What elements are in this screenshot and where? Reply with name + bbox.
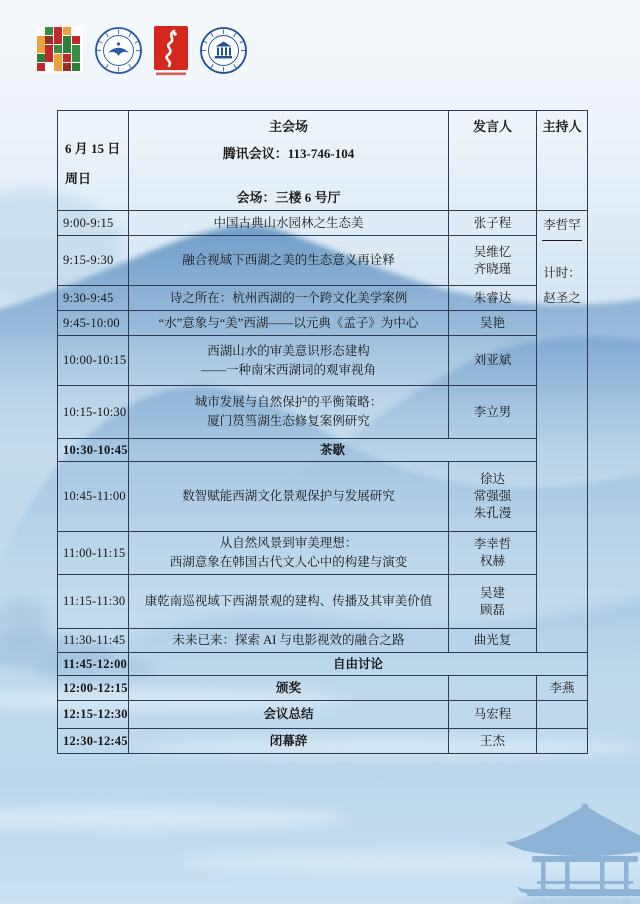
speaker-cell <box>449 629 537 653</box>
session-time: 11:45-12:00 <box>58 653 129 676</box>
speaker-cell <box>449 336 537 386</box>
session-title-cell <box>129 336 449 386</box>
timer-label: 计时： <box>543 266 581 280</box>
session-title-cell <box>129 236 449 286</box>
schedule-row <box>58 211 588 236</box>
session-title: 康乾南巡视域下西湖景观的建构、传播及其审美价值 <box>144 594 433 608</box>
session-title: 数智赋能西湖文化景观保护与发展研究 <box>182 489 395 503</box>
session-title: “水”意象与“美”西湖——以元典《孟子》为中心 <box>158 315 419 330</box>
university-seal-right <box>199 26 248 75</box>
divider-line <box>542 240 582 241</box>
schedule-row <box>58 386 588 439</box>
speaker-cell <box>449 286 537 311</box>
session-title-cell <box>129 211 449 236</box>
session-title-cell <box>129 462 449 532</box>
session-time: 10:30-10:45 <box>58 439 129 462</box>
schedule-row <box>58 236 588 286</box>
session-title: 未来已来：探索 AI 与电影视效的融合之路 <box>172 633 405 647</box>
schedule-row <box>58 532 588 575</box>
session-title: 颁奖 <box>275 680 301 695</box>
schedule-row <box>58 286 588 311</box>
session-title-cell <box>129 729 449 754</box>
session-time: 11:00-11:15 <box>58 532 129 575</box>
meeting-id: 腾讯会议：113-746-104 <box>222 145 355 161</box>
schedule-row <box>58 729 588 754</box>
speaker-column-header: 发言人 <box>449 111 537 211</box>
schedule-row <box>58 575 588 629</box>
session-title-cell <box>129 286 449 311</box>
session-time: 12:00-12:15 <box>58 676 129 701</box>
speaker-cell <box>449 676 537 701</box>
timer-name: 赵圣之 <box>543 291 581 305</box>
speaker-name: 王杰 <box>479 733 505 748</box>
speaker-cell <box>449 236 537 286</box>
session-title-cell <box>129 629 449 653</box>
speaker-name: 刘亚斌 <box>473 353 512 367</box>
speaker-cell <box>449 532 537 575</box>
session-time: 9:30-9:45 <box>58 286 129 311</box>
venue-title: 主会场 <box>268 119 308 134</box>
session-time: 9:15-9:30 <box>58 236 129 286</box>
speaker-cell <box>449 462 537 532</box>
speaker-name: 朱孔漫 <box>473 506 512 520</box>
host-cell <box>537 676 588 701</box>
host-name: 李燕 <box>549 680 575 695</box>
session-title: 诗之所在：杭州西湖的一个跨文化美学案例 <box>169 290 408 305</box>
session-title: 融合视域下西湖之美的生态意义再诠释 <box>182 253 395 267</box>
speaker-name: 齐晓瑾 <box>473 261 512 276</box>
speaker-name: 顾磊 <box>479 602 505 617</box>
venue-room: 会场：三楼 6 号厅 <box>236 190 341 206</box>
session-title: 自由讨论 <box>332 656 383 671</box>
session-time: 9:45-10:00 <box>58 311 129 336</box>
date-cell <box>58 111 129 211</box>
speaker-name: 李幸哲 <box>473 537 512 551</box>
session-title-cell <box>129 532 449 575</box>
speaker-name: 马宏程 <box>473 707 512 721</box>
session-title: 中国古典山水园林之生态美 <box>213 215 364 230</box>
speaker-name: 徐达 <box>479 472 505 486</box>
session-title: 茶歇 <box>319 442 345 457</box>
session-title: 会议总结 <box>263 707 314 721</box>
session-title: 闭幕辞 <box>269 733 308 748</box>
venue-cell <box>129 111 449 211</box>
session-time: 9:00-9:15 <box>58 211 129 236</box>
session-title-cell <box>129 439 537 462</box>
session-time: 12:15-12:30 <box>58 701 129 729</box>
schedule-row <box>58 462 588 532</box>
session-title-cell <box>129 311 449 336</box>
speaker-name: 曲光复 <box>473 633 512 647</box>
session-time: 11:30-11:45 <box>58 629 129 653</box>
red-calligraphy-logo <box>154 26 188 76</box>
speaker-cell <box>449 211 537 236</box>
speaker-name: 常强强 <box>473 489 512 503</box>
speaker-name: 李立男 <box>473 404 512 419</box>
schedule-row <box>58 311 588 336</box>
session-title-cell <box>129 386 449 439</box>
table-header-row <box>58 111 588 211</box>
session-title: 西湖山水的审美意识形态建构 <box>207 343 370 358</box>
session-title-cell <box>129 701 449 729</box>
schedule-row <box>58 653 588 676</box>
schedule-row <box>58 336 588 386</box>
speaker-cell <box>449 386 537 439</box>
logo-row <box>36 26 248 76</box>
speaker-name: 吴建 <box>479 585 505 600</box>
speaker-cell <box>449 575 537 629</box>
host-name: 李哲罕 <box>543 218 581 232</box>
schedule-table <box>57 110 588 754</box>
host-column-header: 主持人 <box>537 111 588 211</box>
mosaic-logo <box>36 26 83 74</box>
session-title-cell <box>129 575 449 629</box>
date-text: 6 月 15 日 <box>65 141 121 156</box>
schedule-row <box>58 701 588 729</box>
session-time: 10:45-11:00 <box>58 462 129 532</box>
session-time: 10:00-10:15 <box>58 336 129 386</box>
session-time: 10:15-10:30 <box>58 386 129 439</box>
host-cell <box>537 729 588 754</box>
session-title: 城市发展与自然保护的平衡策略： <box>194 395 383 409</box>
session-title: 厦门筼筜湖生态修复案例研究 <box>207 414 370 428</box>
session-title-cell <box>129 676 449 701</box>
moderation-cell <box>537 211 588 653</box>
speaker-cell <box>449 701 537 729</box>
speaker-name: 朱睿达 <box>473 290 512 305</box>
speaker-name: 张子程 <box>473 215 512 230</box>
session-title-cell <box>129 653 588 676</box>
session-time: 11:15-11:30 <box>58 575 129 629</box>
speaker-name: 吴艳 <box>479 315 505 330</box>
schedule-row <box>58 629 588 653</box>
schedule-row <box>58 676 588 701</box>
session-title: 西湖意象在韩国古代文人心中的构建与演变 <box>169 555 408 569</box>
speaker-name: 吴维忆 <box>473 244 512 259</box>
session-title: ——一种南宋西湖词的观审视角 <box>200 362 376 377</box>
session-title: 从自然风景到审美理想： <box>219 536 358 550</box>
weekday-text: 周日 <box>65 170 92 186</box>
schedule-row <box>58 439 588 462</box>
host-cell <box>537 701 588 729</box>
speaker-cell <box>449 729 537 754</box>
session-time: 12:30-12:45 <box>58 729 129 754</box>
university-seal-left <box>94 26 143 75</box>
speaker-cell <box>449 311 537 336</box>
speaker-name: 权赫 <box>479 554 505 568</box>
